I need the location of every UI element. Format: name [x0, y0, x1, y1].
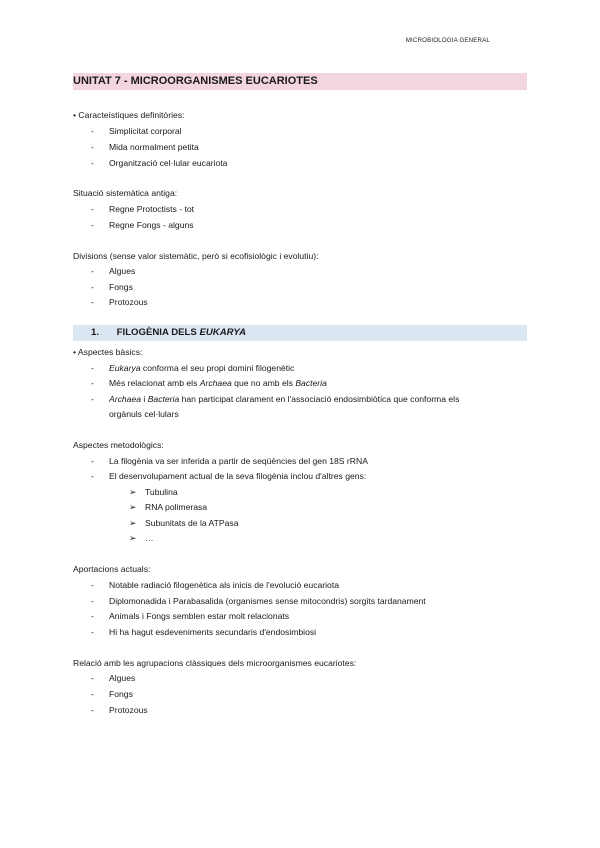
list-item: Animals i Fongs semblen estar molt relacionats — [109, 611, 290, 621]
dash: - — [91, 266, 94, 276]
page-header: MICROBIOLOGIA GENERAL — [405, 37, 490, 44]
arrow-bullet-icon: ➢ — [129, 487, 137, 497]
list-item: El desenvolupament actual de la seva filogènia inclou d'altres gens: — [109, 471, 367, 481]
dash: - — [91, 596, 94, 606]
italic-term: Bacteria — [295, 378, 327, 388]
characteristics-heading: • Caracteístiques definitòries: — [73, 110, 185, 120]
list-item: Regne Fongs - alguns — [109, 220, 194, 230]
list-item: Simplicitat corporal — [109, 126, 182, 136]
dash: - — [91, 471, 94, 481]
italic-term: Bacteria — [147, 394, 180, 404]
unit-title: UNITAT 7 - MICROORGANISMES EUCARIOTES — [73, 73, 527, 90]
dash: - — [91, 126, 94, 136]
list-item: Mida normalment petita — [109, 142, 199, 152]
italic-term: Eukarya — [109, 363, 141, 373]
dash: - — [91, 282, 94, 292]
list-item-continuation: orgànuls cel·lulars — [109, 409, 179, 419]
section-title-text: FILOGÈNIA DELS — [116, 327, 200, 338]
section-title — [73, 325, 527, 341]
arrow-bullet-icon: ➢ — [129, 533, 137, 543]
list-item: Algues — [109, 266, 136, 276]
list-item: Fongs — [109, 689, 133, 699]
arrow-bullet-icon: ➢ — [129, 518, 137, 528]
list-item: Protozous — [109, 297, 148, 307]
list-item — [109, 363, 294, 374]
dash: - — [91, 580, 94, 590]
sub-list-item: RNA polimerasa — [145, 502, 208, 512]
dash: - — [91, 297, 94, 307]
dash: - — [91, 394, 94, 404]
section-title-italic: EUKARYA — [199, 327, 247, 338]
dash: - — [91, 363, 94, 373]
sub-list-item: Tubulina — [145, 487, 178, 497]
item-text: Més relacionat amb els — [109, 378, 200, 388]
dash: - — [91, 456, 94, 466]
dash: - — [91, 705, 94, 715]
dash: - — [91, 378, 94, 388]
item-text: han participat clarament en l'associació endosimbiòtica que conforma els — [179, 394, 460, 404]
method-aspects-heading: Aspectes metodològics: — [73, 440, 164, 450]
list-item: Protozous — [109, 705, 148, 715]
italic-term: Archaea — [199, 378, 232, 388]
dash: - — [91, 611, 94, 621]
list-item: Regne Protoctists - tot — [109, 204, 195, 214]
divisions-heading: Divisions (sense valor sistemàtic, però si ecofisiològic i evolutiu): — [73, 251, 319, 261]
list-item: Organització cel·lular eucariota — [109, 158, 228, 168]
section-number: 1. — [91, 327, 100, 338]
list-item — [109, 394, 459, 405]
sub-list-item: Subunitats de la ATPasa — [145, 518, 239, 528]
arrow-bullet-icon: ➢ — [129, 502, 137, 512]
dash: - — [91, 204, 94, 214]
sub-list-item: … — [145, 533, 154, 543]
list-item: Algues — [109, 673, 136, 683]
list-item: Fongs — [109, 282, 133, 292]
item-text: i — [141, 394, 148, 404]
contributions-heading: Aportacions actuals: — [73, 564, 151, 574]
old-situation-heading: Situació sistemàtica antiga: — [73, 188, 178, 198]
basic-aspects-heading: • Aspectes bàsics: — [73, 347, 143, 357]
dash: - — [91, 627, 94, 637]
dash: - — [91, 673, 94, 683]
dash: - — [91, 142, 94, 152]
list-item: Notable radiació filogenètica als inicis de l'evolució eucariota — [109, 580, 339, 590]
list-item: Hi ha hagut esdeveniments secundaris d'endosimbiosi — [109, 627, 317, 637]
dash: - — [91, 158, 94, 168]
dash: - — [91, 220, 94, 230]
item-text: conforma el seu propi domini filogenètic — [140, 363, 295, 373]
list-item: La filogènia va ser inferida a partir de seqüències del gen 18S rRNA — [109, 456, 368, 466]
item-text: que no amb els — [231, 378, 296, 388]
dash: - — [91, 689, 94, 699]
italic-term: Archaea — [109, 394, 142, 404]
list-item: Diplomonadida i Parabasalida (organismes sense mitocondris) sorgits tardanament — [109, 596, 426, 606]
list-item — [109, 378, 327, 389]
relation-heading: Relació amb les agrupacions clàssiques dels microorganismes eucariotes: — [73, 658, 357, 668]
